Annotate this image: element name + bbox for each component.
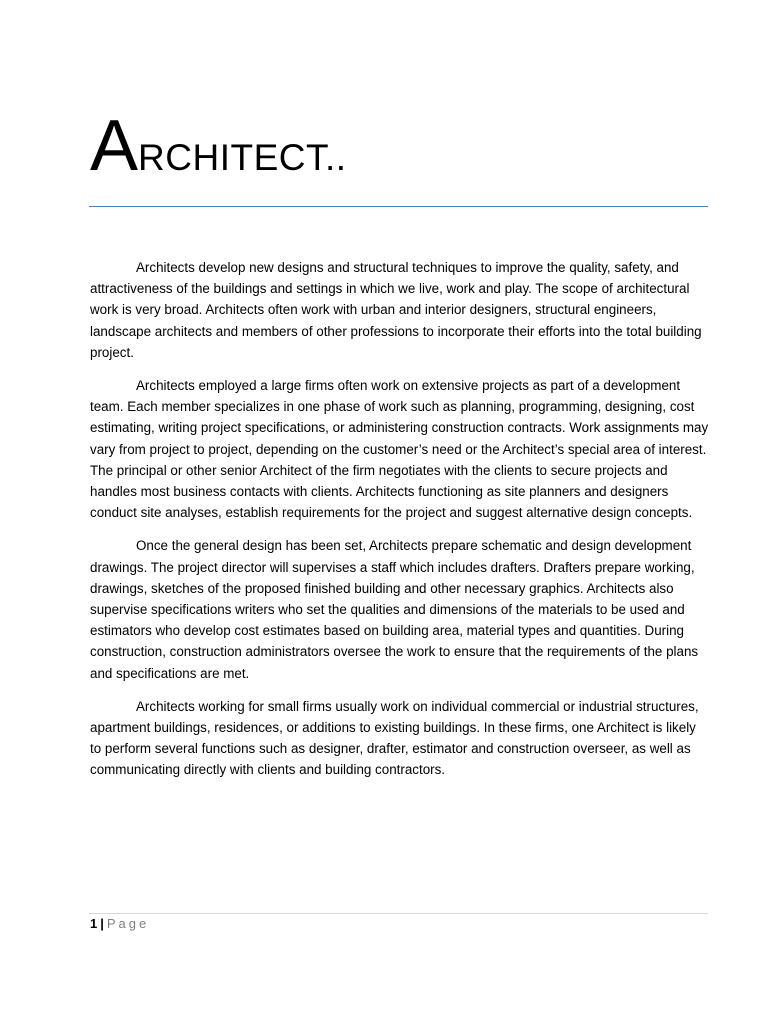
page-label: Page xyxy=(106,916,150,931)
paragraph-3: Once the general design has been set, Architects prepare schematic and design development drawings. The project director will supervises a staff which includes drafters. Drafters prepare working, drawings, sketches of the proposed finished building and other necessary graphics. Architects also supervise specifications writers who set the qualities and dimensions of the materials to be used and estimators who develop cost estimates based on building area, material types and quantities. During construction, construction administrators oversee the work to ensure that the requirements of the plans and specifications are met. xyxy=(90,538,699,681)
page-footer xyxy=(90,916,149,931)
document-title xyxy=(90,106,347,186)
footer-divider xyxy=(89,913,708,914)
document-body xyxy=(90,257,710,793)
title-underline xyxy=(89,206,708,207)
title-initial: A xyxy=(90,106,139,186)
page-number: 1 xyxy=(90,916,98,931)
footer-separator: | xyxy=(100,916,104,931)
paragraph-2: Architects employed a large firms often work on extensive projects as part of a development team. Each member specializes in one phase of work such as planning, programming, designing, cost estimating, writing project specifications, or administering construction contracts. Work assignments may vary from project to project, depending on the customer’s need or the Architect’s special area of interest. The principal or other senior Architect of the firm negotiates with the clients to secure projects and handles most business contacts with clients. Architects functioning as site planners and designers conduct site analyses, establish requirements for the project and suggest alternative design concepts. xyxy=(90,378,709,521)
title-rest: RCHITECT.. xyxy=(138,137,347,178)
paragraph-1: Architects develop new designs and structural techniques to improve the quality, safety, and attractiveness of the buildings and settings in which we live, work and play. The scope of architectural work is very broad. Architects often work with urban and interior designers, structural engineers, landscape architects and members of other professions to incorporate their efforts into the total building project. xyxy=(90,260,702,360)
paragraph-4: Architects working for small firms usually work on individual commercial or industrial structures, apartment buildings, residences, or additions to existing buildings. In these firms, one Architect is likely to perform several functions such as designer, drafter, estimator and construction overseer, as well as communicating directly with clients and building contractors. xyxy=(90,698,699,778)
